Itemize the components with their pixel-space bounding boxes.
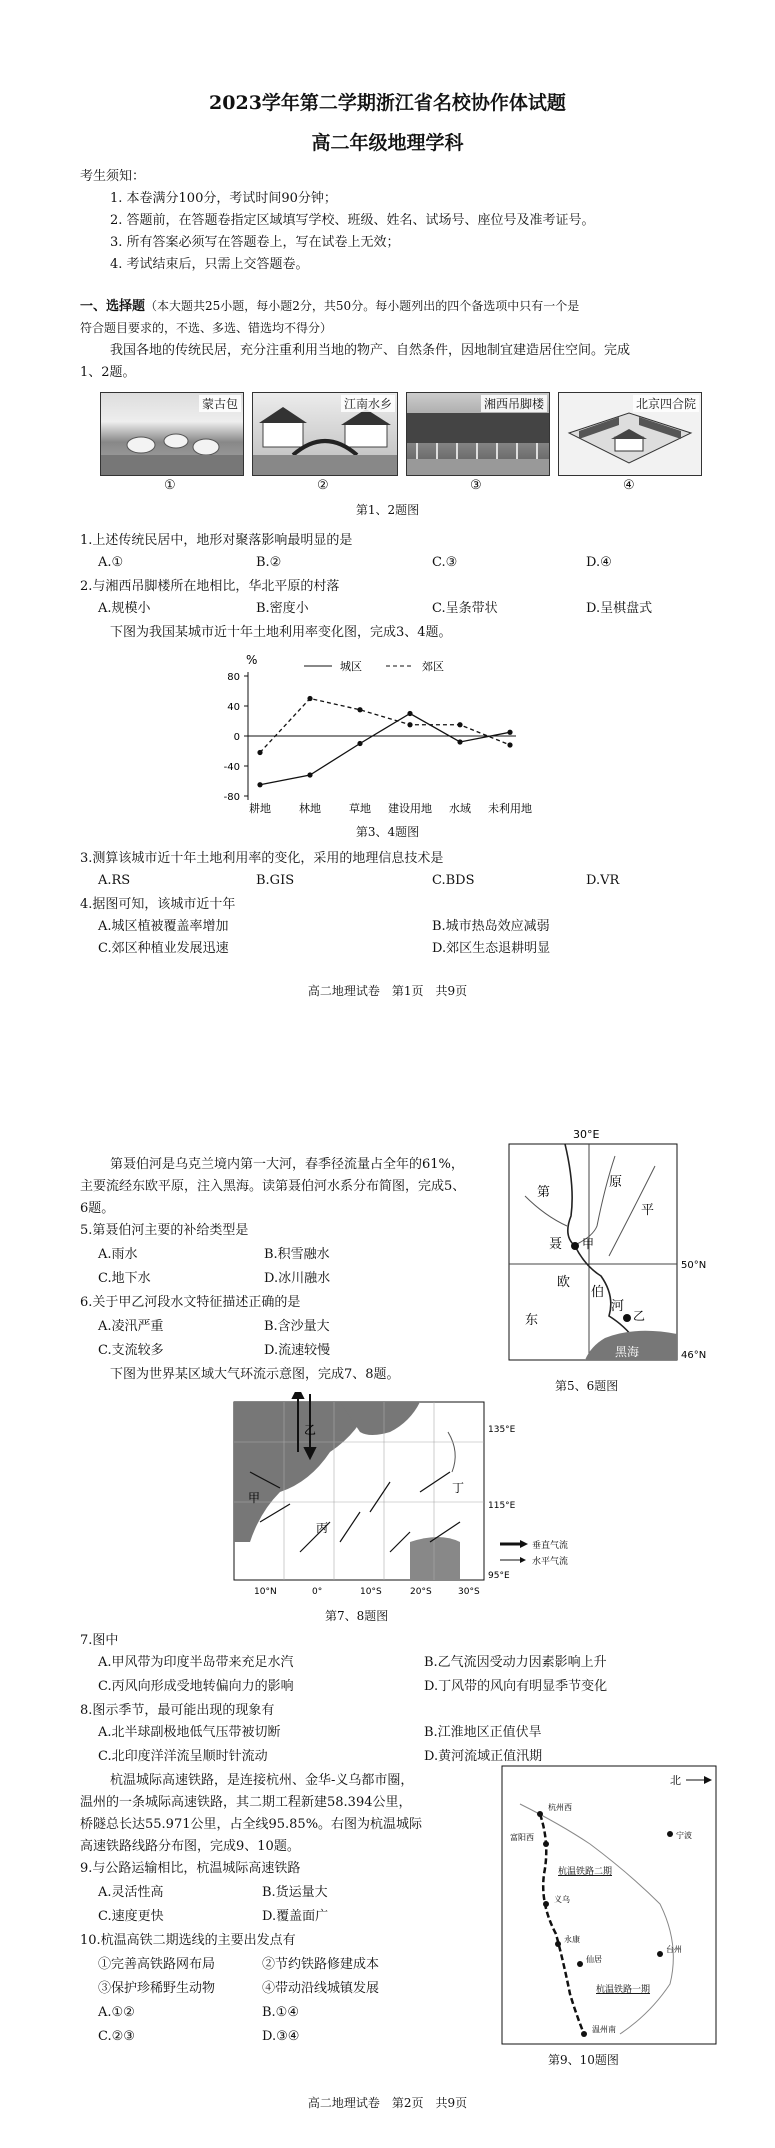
notice-heading: 考生须知： [80, 169, 146, 184]
option: C.呈条带状 [432, 601, 498, 616]
data-point-urban [457, 739, 462, 744]
map-label: 第 [537, 1185, 551, 1200]
page-footer: 高二地理试卷 第1页 共9页 [307, 984, 468, 998]
chart-caption: 第3、4题图 [355, 825, 420, 839]
map-label: 温州南 [592, 2025, 616, 2034]
statement: ①完善高铁路网布局 [98, 1957, 216, 1972]
point-jia [571, 1242, 579, 1250]
question-9: 9.与公路运输相比，杭温城际高速铁路 [80, 1861, 301, 1876]
option: D.VR [586, 873, 620, 888]
option: A.灵活性高 [98, 1885, 164, 1900]
photo-number: ① [164, 478, 176, 493]
page-footer: 高二地理试卷 第2页 共9页 [307, 2096, 468, 2110]
option: B.GIS [256, 873, 295, 888]
area-label: 乙 [304, 1423, 317, 1437]
photo-label: 湘西吊脚楼 [481, 395, 547, 412]
x-category-label: 未利用地 [488, 802, 532, 815]
question-2: 2.与湘西吊脚楼所在地相比，华北平原的村落 [80, 579, 340, 594]
data-point-urban [357, 741, 362, 746]
option: A.规模小 [98, 601, 151, 616]
option: A.①② [98, 2005, 135, 2020]
option: B.货运量大 [262, 1885, 328, 1900]
question-10: 10.杭温高铁二期选线的主要出发点有 [80, 1933, 296, 1948]
legend [500, 1539, 568, 1567]
option: C.③ [432, 555, 458, 570]
map-label: 平 [641, 1203, 655, 1218]
map-label: 原 [609, 1175, 623, 1190]
data-point-suburb [307, 696, 312, 701]
intro-q9-10-cont: 桥隧总长达55.971公里，占全线95.85%。右图为杭温城际 [80, 1817, 423, 1832]
map910-caption: 第9、10题图 [548, 2053, 619, 2067]
intro-q7-8: 下图为世界某区域大气环流示意图，完成7、8题。 [110, 1367, 400, 1382]
intro-q9-10-cont: 温州的一条城际高速铁路，其二期工程新建58.394公里， [80, 1795, 412, 1810]
option: A.甲风带为印度半岛带来充足水汽 [98, 1655, 294, 1670]
notice-item: 1. 本卷满分100分，考试时间90分钟； [110, 191, 337, 206]
lat-label: 0° [312, 1587, 323, 1597]
photo-mongolian-yurt [100, 392, 244, 476]
section-desc-2: 符合题目要求的，不选、多选、错选均不得分） [80, 321, 333, 335]
x-category-label: 耕地 [249, 802, 271, 815]
intro-q3-4: 下图为我国某城市近十年土地利用率变化图，完成3、4题。 [110, 625, 452, 640]
intro-q9-10: 杭温城际高速铁路，是连接杭州、金华-义乌都市圈， [110, 1773, 414, 1788]
station-fuyang-west [543, 1841, 549, 1847]
city-taizhou [657, 1951, 663, 1957]
intro-q5-6-cont: 主要流经东欧平原，注入黑海。读第聂伯河水系分布简图，完成5、 [80, 1179, 466, 1194]
option: C.郊区种植业发展迅速 [98, 941, 229, 956]
y-tick-label: 0 [233, 732, 240, 743]
exam-title: 2023学年第二学期浙江省名校协作体试题 [209, 92, 566, 114]
question-8: 8.图示季节，最可能出现的现象有 [80, 1703, 275, 1718]
photo-number: ② [317, 478, 329, 493]
map-label: 伯 [591, 1285, 605, 1300]
photo-label: 北京四合院 [633, 395, 699, 412]
question-5: 5.第聂伯河主要的补给类型是 [80, 1223, 249, 1238]
map-label: 宁波 [676, 1831, 692, 1840]
statement: ④带动沿线城镇发展 [262, 1981, 380, 1996]
option: C.地下水 [98, 1271, 151, 1286]
question-7: 7.图中 [80, 1633, 119, 1648]
option: B.城市热岛效应减弱 [432, 919, 550, 934]
question-6: 6.关于甲乙河段水文特征描述正确的是 [80, 1295, 301, 1310]
map-label: 台州 [666, 1945, 682, 1954]
map-label: 东 [525, 1313, 539, 1328]
map-label: 聂 [549, 1237, 563, 1252]
option: C.北印度洋洋流呈顺时针流动 [98, 1749, 268, 1764]
lat-label: 10°N [254, 1587, 277, 1597]
map-label: 杭温铁路一期 [596, 1985, 651, 1995]
legend-horizontal: 水平气流 [532, 1557, 569, 1567]
chart-y-unit: % [246, 653, 258, 667]
atmospheric-circulation-map [220, 1392, 580, 1602]
exam-subtitle: 高二年级地理学科 [311, 132, 464, 154]
photo-jiangnan-water-town [252, 392, 398, 476]
legend-label-suburb: 郊区 [422, 660, 444, 673]
statement: ③保护珍稀野生动物 [98, 1981, 216, 1996]
area-label: 丙 [316, 1521, 329, 1535]
photo-number: ③ [470, 478, 482, 493]
section-heading [80, 298, 579, 315]
city-ningbo [667, 1831, 673, 1837]
data-point-urban [257, 782, 262, 787]
land-mass-australia [410, 1537, 460, 1580]
lon-label: 95°E [488, 1571, 510, 1581]
station-yongkang [555, 1941, 561, 1947]
station-hangzhou-west [537, 1811, 543, 1817]
y-tick-label: 80 [227, 672, 240, 683]
legend-vertical: 垂直气流 [532, 1541, 569, 1551]
option: B.江淮地区正值伏旱 [424, 1725, 542, 1740]
intro-q9-10-cont: 高速铁路线路分布图，完成9、10题。 [80, 1839, 300, 1854]
land-use-chart [200, 650, 560, 820]
option: B.①④ [262, 2005, 299, 2020]
option: D.覆盖面广 [262, 1909, 329, 1924]
option: B.含沙量大 [264, 1319, 330, 1334]
notice-item: 3. 所有答案必须写在答题卷上，写在试卷上无效； [110, 235, 400, 250]
question-3: 3.测算该城市近十年土地利用率的变化，采用的地理信息技术是 [80, 851, 444, 866]
section-title: 一、选择题 [80, 299, 146, 314]
map-label: 河 [611, 1299, 625, 1314]
map-frame [502, 1766, 716, 2044]
map-label: 乙 [633, 1309, 646, 1323]
data-point-suburb [357, 707, 362, 712]
notice-item: 2. 答题前，在答题卷指定区域填写学校、班级、姓名、试场号、座位号及准考证号。 [110, 213, 595, 228]
option: C.②③ [98, 2029, 135, 2044]
photo-label: 江南水乡 [341, 395, 395, 412]
option: D.丁风带的风向有明显季节变化 [424, 1679, 608, 1694]
option: D.④ [586, 555, 612, 570]
map-label: 永康 [564, 1935, 580, 1944]
option: D.冰川融水 [264, 1271, 331, 1286]
intro-q1-2-cont: 1、2题。 [80, 365, 136, 380]
map-label: 杭州西 [548, 1803, 572, 1812]
option: A.凌汛严重 [98, 1319, 164, 1334]
y-tick-label: 40 [227, 702, 240, 713]
map-label: 杭温铁路二期 [558, 1867, 613, 1877]
option: B.密度小 [256, 601, 309, 616]
area-label: 甲 [248, 1491, 261, 1505]
option: D.呈棋盘式 [586, 601, 653, 616]
map-lat-50: 50°N [681, 1260, 707, 1271]
notice-item: 4. 考试结束后，只需上交答题卷。 [110, 257, 309, 272]
option: C.速度更快 [98, 1909, 164, 1924]
photo-beijing-courtyard [558, 392, 702, 476]
option: D.③④ [262, 2029, 300, 2044]
x-category-label: 林地 [299, 802, 321, 815]
intro-q1-2: 我国各地的传统民居，充分注重利用当地的物产、自然条件，因地制宜建造居住空间。完成 [110, 343, 631, 358]
data-point-urban [307, 772, 312, 777]
point-yi [623, 1314, 631, 1322]
section-desc: （本大题共25小题，每小题2分，共50分。每小题列出的四个备选项中只有一个是 [145, 299, 580, 313]
map-label: 黑海 [615, 1345, 640, 1359]
photo-caption: 第1、2题图 [355, 503, 420, 517]
option: D.郊区生态退耕明显 [432, 941, 551, 956]
x-category-label: 水域 [449, 802, 471, 815]
lat-label: 20°S [410, 1587, 432, 1597]
map-label: 甲 [582, 1237, 595, 1251]
station-wenzhou-south [581, 2031, 587, 2037]
statement: ②节约铁路修建成本 [262, 1957, 380, 1972]
photo-xiangxi-stilt-house [406, 392, 550, 476]
option: D.流速较慢 [264, 1343, 331, 1358]
north-label: 北 [670, 1774, 681, 1787]
map-label: 义乌 [554, 1895, 570, 1904]
intro-q5-6: 第聂伯河是乌克兰境内第一大河，春季径流量占全年的61%， [110, 1157, 464, 1172]
station-yiwu [543, 1901, 549, 1907]
option: A.① [98, 555, 124, 570]
map78-caption: 第7、8题图 [325, 1609, 389, 1623]
photo-number: ④ [623, 478, 635, 493]
lat-label: 10°S [360, 1587, 382, 1597]
option: C.丙风向形成受地转偏向力的影响 [98, 1679, 294, 1694]
option: C.BDS [432, 873, 475, 888]
data-point-suburb [457, 722, 462, 727]
map-label: 仙居 [586, 1955, 602, 1964]
map-label: 富阳西 [510, 1833, 534, 1842]
y-tick-label: -40 [223, 762, 240, 773]
data-point-suburb [507, 742, 512, 747]
legend-label-urban: 城区 [340, 660, 362, 673]
question-4: 4.据图可知，该城市近十年 [80, 897, 236, 912]
option: A.雨水 [98, 1247, 138, 1262]
option: A.RS [98, 873, 131, 888]
question-1: 1.上述传统民居中，地形对聚落影响最明显的是 [80, 533, 353, 548]
x-category-label: 建设用地 [388, 802, 432, 815]
option: A.城区植被覆盖率增加 [98, 919, 229, 934]
series-urban-line [260, 714, 510, 785]
option: B.乙气流因受动力因素影响上升 [424, 1655, 607, 1670]
photo-label: 蒙古包 [199, 395, 241, 412]
map-lat-46: 46°N [681, 1350, 707, 1361]
lat-label: 30°S [458, 1587, 480, 1597]
option: C.支流较多 [98, 1343, 164, 1358]
map-longitude: 30°E [573, 1128, 600, 1141]
option: B.② [256, 555, 282, 570]
map-label: 欧 [557, 1275, 571, 1290]
data-point-urban [507, 730, 512, 735]
option: D.黄河流域正值汛期 [424, 1749, 543, 1764]
series-suburb-line [260, 699, 510, 753]
x-category-label: 草地 [349, 802, 371, 815]
data-point-suburb [407, 722, 412, 727]
lon-label: 135°E [488, 1425, 516, 1435]
data-point-urban [407, 711, 412, 716]
area-label: 丁 [452, 1481, 465, 1495]
hangwen-railway-map [500, 1764, 720, 2048]
dnieper-river-map [505, 1126, 715, 1376]
lon-label: 115°E [488, 1501, 516, 1511]
option: B.积雪融水 [264, 1247, 330, 1262]
station-xianju [577, 1961, 583, 1967]
map56-caption: 第5、6题图 [555, 1379, 619, 1393]
y-tick-label: -80 [223, 792, 240, 803]
data-point-suburb [257, 750, 262, 755]
intro-q5-6-cont: 6题。 [80, 1201, 115, 1216]
option: A.北半球副极地低气压带被切断 [98, 1725, 281, 1740]
